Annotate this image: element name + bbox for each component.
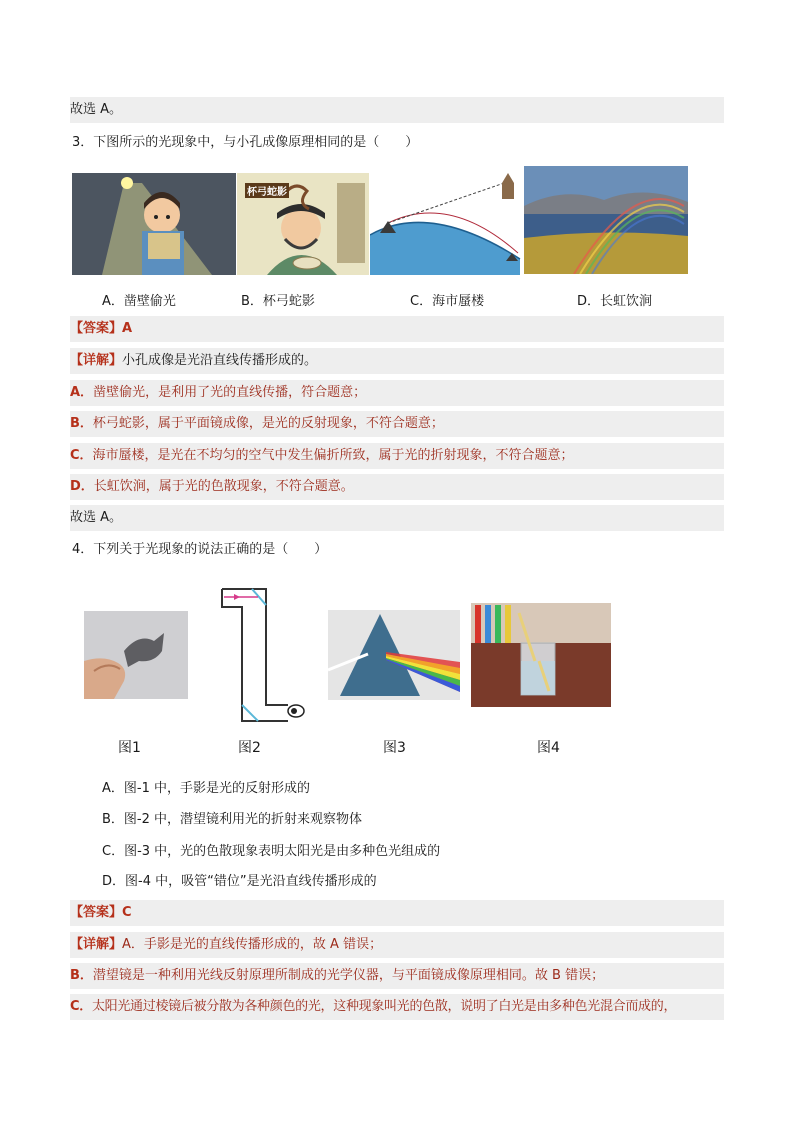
previous-answer-text: 故选 A。 (70, 102, 123, 117)
figure-2-periscope (216, 585, 308, 725)
q3-analysis-d-label: D． (70, 479, 94, 494)
figure-1-hand-shadow (84, 611, 188, 699)
q3-answer-tag: 【答案】 (70, 321, 123, 336)
q4-analysis-c-text: 太阳光通过棱镜后被分散为各种颜色的光，这种现象叫光的色散，说明了白光是由多种色光混合而成的， (91, 999, 677, 1014)
question-3-stem (72, 130, 726, 156)
figure-2-label: 图2 (238, 740, 261, 756)
q3-answer-line (70, 316, 724, 342)
question-4-stem (72, 537, 726, 563)
image-beigong-caption: 杯弓蛇影 (245, 183, 289, 198)
figure-3-label: 图3 (383, 740, 406, 756)
q3-detail-text: 小孔成像是光沿直线传播形成的。 (122, 353, 318, 368)
q4-detail-tag: 【详解】 (70, 937, 123, 952)
q4-option-c-text: C．图-3 中，光的色散现象表明太阳光是由多种色光组成的 (102, 844, 441, 859)
figure-4-label: 图4 (537, 740, 560, 756)
q4-analysis-c (70, 994, 724, 1020)
q3-analysis-d-text: 长虹饮涧，属于光的色散现象，不符合题意。 (93, 479, 354, 494)
q4-detail-a-text: A．手影是光的直线传播形成的，故 A 错误； (122, 937, 383, 952)
q4-detail-line (70, 932, 724, 958)
q3-option-b: B．杯弓蛇影 (241, 294, 315, 309)
q3-analysis-a-label: A． (70, 385, 94, 400)
q4-analysis-b-text: 潜望镜是一种利用光线反射原理所制成的光学仪器，与平面镜成像原理相同。故 B 错误； (92, 968, 605, 983)
q4-answer-line (70, 900, 724, 926)
q3-analysis-c-label: C． (70, 448, 93, 463)
q3-option-a: A．凿壁偷光 (102, 294, 176, 309)
q3-analysis-d (70, 474, 724, 500)
q4-option-a (102, 776, 702, 802)
image-beigong-sheying (237, 173, 369, 275)
q4-option-d-text: D．图-4 中，吸管“错位”是光沿直线传播形成的 (102, 874, 377, 889)
q3-analysis-b-text: 杯弓蛇影，属于平面镜成像，是光的反射现象，不符合题意； (92, 416, 444, 431)
q3-analysis-b-label: B． (70, 416, 93, 431)
q4-option-a-text: A．图-1 中，手影是光的反射形成的 (102, 781, 310, 796)
q4-analysis-b-label: B． (70, 968, 93, 983)
q3-answer-value: A (122, 321, 133, 336)
q3-option-d: D．长虹饮涧 (577, 294, 653, 309)
q4-option-d (102, 869, 702, 895)
q3-analysis-c-text: 海市蜃楼，是光在不均匀的空气中发生偏折所致，属于光的折射现象，不符合题意； (92, 448, 574, 463)
q4-analysis-c-label: C． (70, 999, 92, 1014)
question-4-text: 4．下列关于光现象的说法正确的是（ ） (72, 542, 328, 557)
q4-option-c (102, 839, 702, 865)
figure-4-straw-in-glass (471, 603, 611, 707)
q3-analysis-c (70, 443, 724, 469)
q4-analysis-b (70, 963, 724, 989)
figure-1-label: 图1 (118, 740, 141, 756)
image-haishi-shenlou (370, 173, 522, 275)
q3-detail-line (70, 348, 724, 374)
previous-answer-line (70, 97, 724, 123)
q3-conclusion-text: 故选 A。 (70, 510, 123, 525)
question-3-text: 3．下图所示的光现象中，与小孔成像原理相同的是（ ） (72, 135, 419, 150)
q3-analysis-b (70, 411, 724, 437)
q4-answer-value: C (122, 905, 132, 920)
figure-3-prism (328, 610, 460, 700)
q3-analysis-a (70, 380, 724, 406)
q4-answer-tag: 【答案】 (70, 905, 123, 920)
q4-option-b (102, 807, 702, 833)
image-zaobi-touguang (72, 173, 236, 275)
q3-detail-tag: 【详解】 (70, 353, 123, 368)
q3-conclusion (70, 505, 724, 531)
image-changhong-yinjian (524, 166, 688, 274)
q4-option-b-text: B．图-2 中，潜望镜利用光的折射来观察物体 (102, 812, 363, 827)
q3-option-c: C．海市蜃楼 (410, 294, 485, 309)
q3-analysis-a-text: 凿壁偷光，是利用了光的直线传播，符合题意； (93, 385, 367, 400)
